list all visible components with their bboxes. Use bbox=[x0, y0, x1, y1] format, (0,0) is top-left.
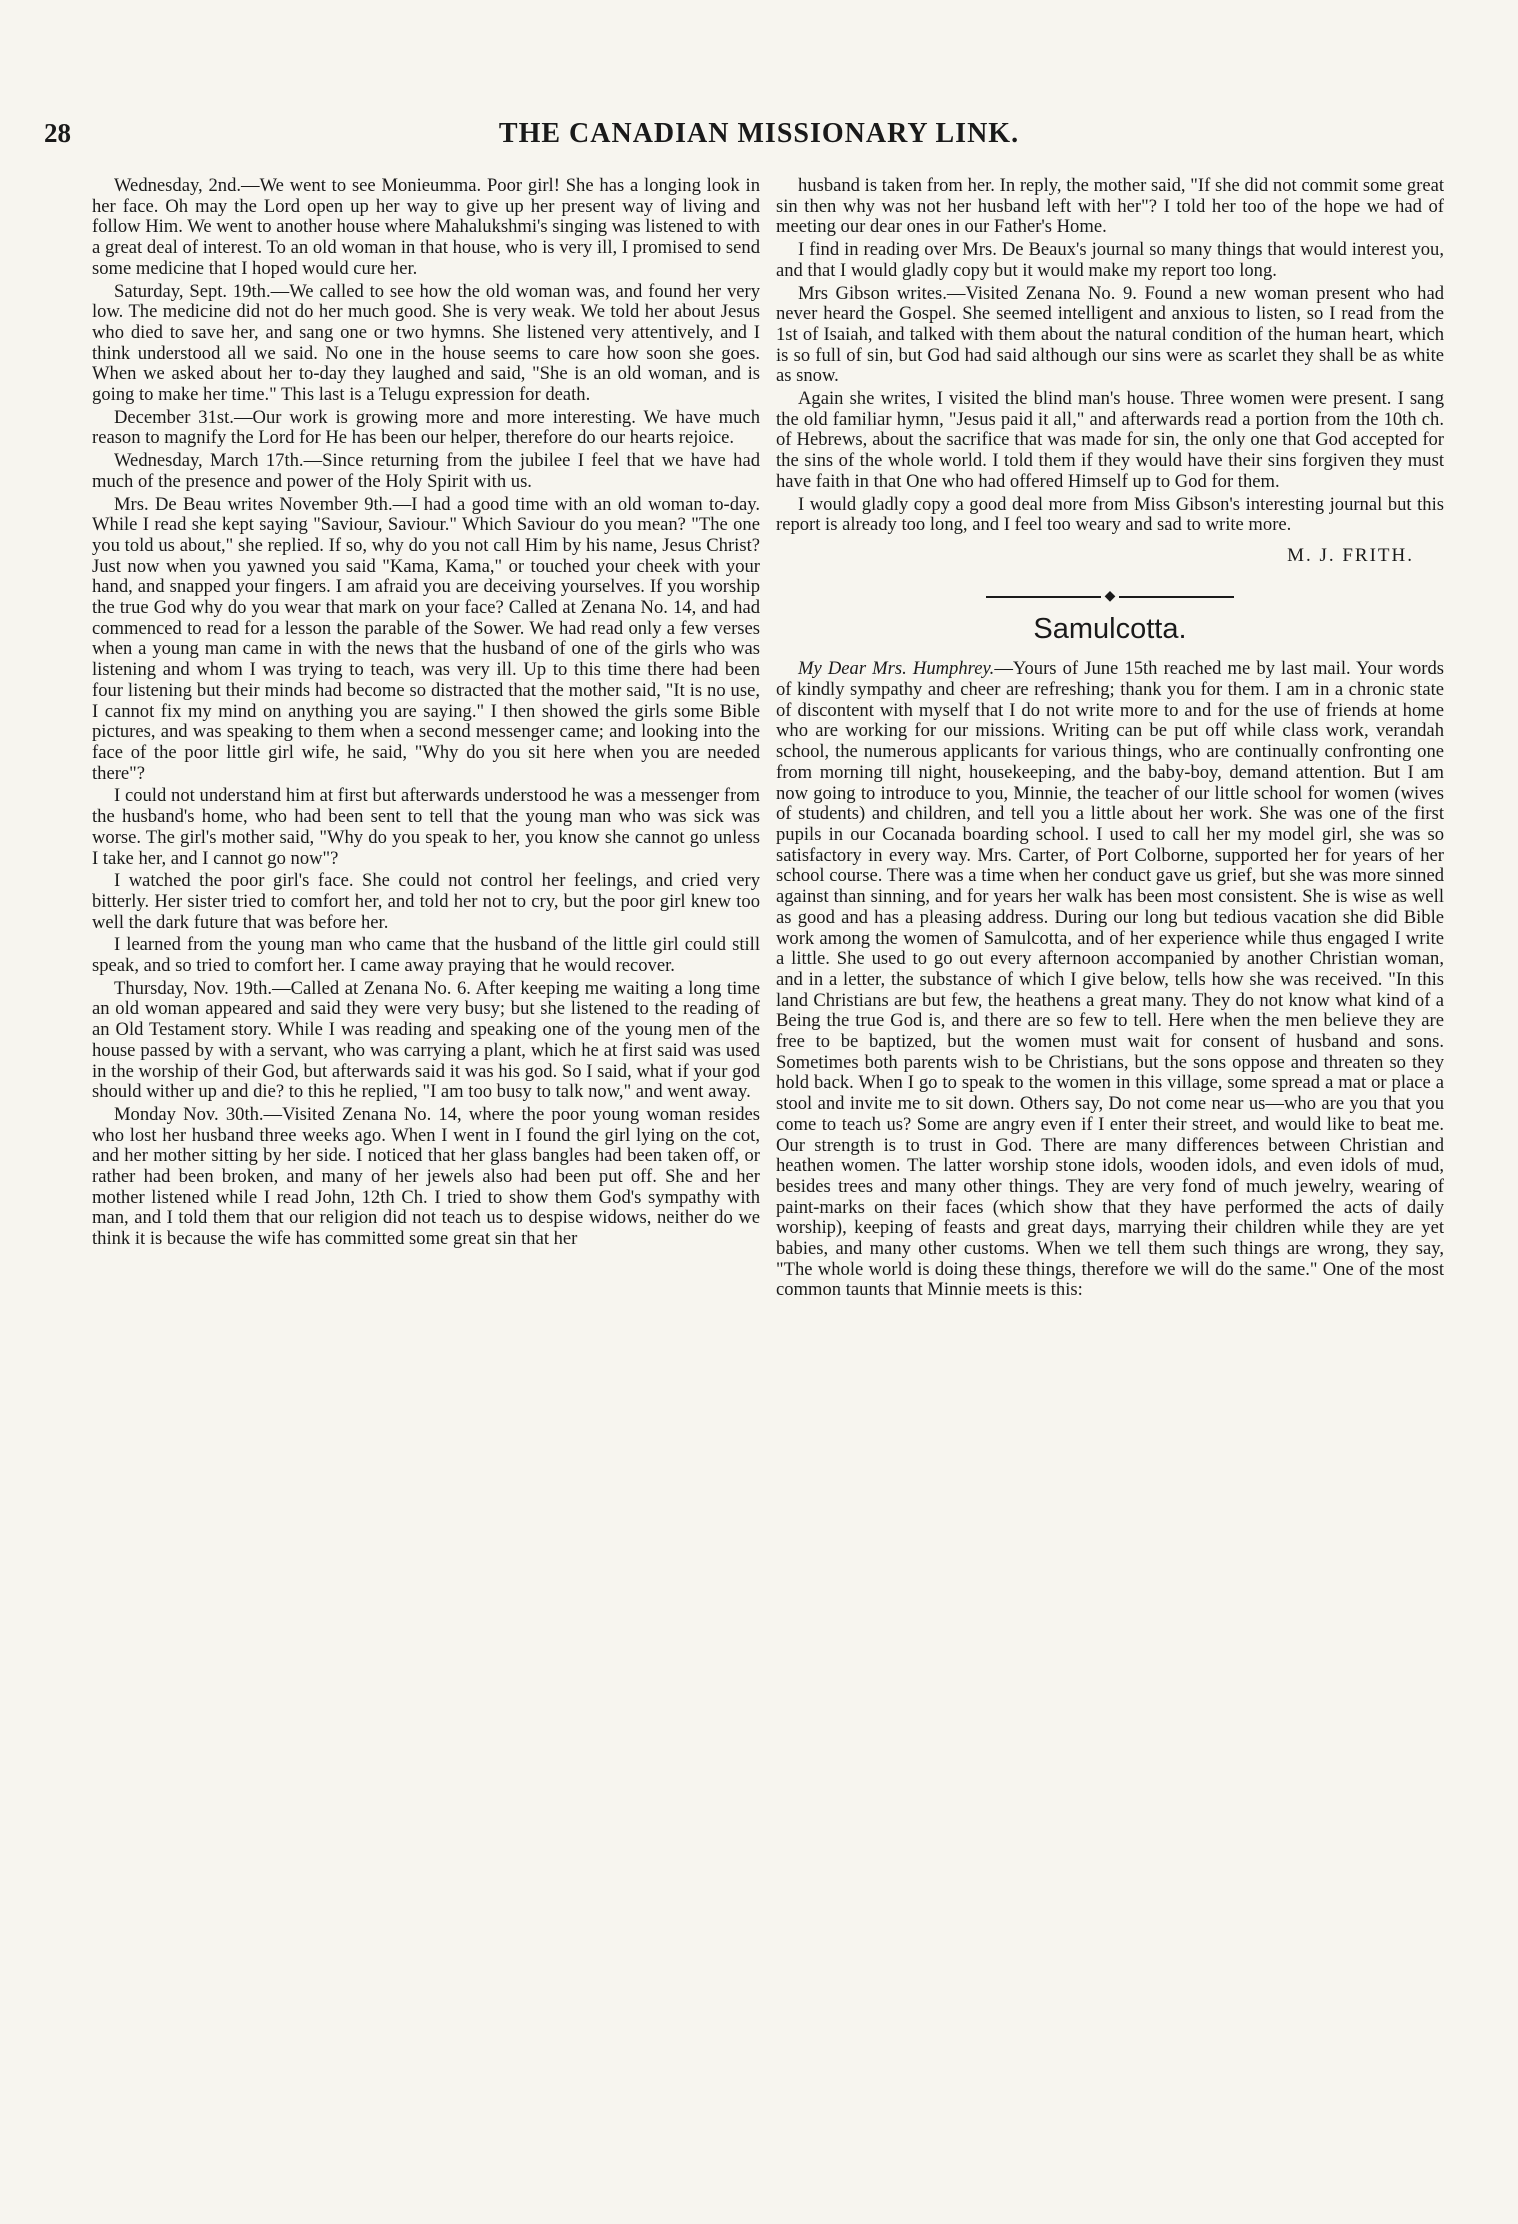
divider-rule bbox=[986, 596, 1101, 598]
paragraph: Mrs Gibson writes.—Visited Zenana No. 9. Found a new woman present who had never heard the Gospel. She seemed intelligent and anxious to listen, so I read from the 1st of Isaiah, and talked with them about the natural condition of the human heart, which is so full of sin, but God had said although our sins were as scarlet they shall be as white as snow. bbox=[776, 282, 1444, 387]
paragraph: husband is taken from her. In reply, the mother said, "If she did not commit some great sin then why was not her husband left with her"? I told her too of the hope we had of meeting our dear ones in our Father's Home. bbox=[776, 175, 1444, 238]
paragraph: Thursday, Nov. 19th.—Called at Zenana No. 6. After keeping me waiting a long time an old woman appeared and said they were very busy; but she listened to the reading of an Old Testament story. While I was reading and speaking one of the young men of the house passed by with a servant, who was carrying a plant, which he at first said was used in the worship of their God, but afterwards said it was his god. So I said, what if your god should wither up and die? to this he replied, "I am too busy to talk now," and went away. bbox=[92, 977, 760, 1103]
paragraph: Saturday, Sept. 19th.—We called to see how the old woman was, and found her very low. The medicine did not do her much good. She is very weak. We told her about Jesus who died to save her, and sang one or two hymns. She listened very attentively, and I think understood all we said. No one in the house seems to care how soon she goes. When we asked about her to-day they laughed and said, "She is an old woman, and is going to make her time." This last is a Telugu expression for death. bbox=[92, 280, 760, 406]
right-column bbox=[776, 176, 1444, 1303]
paragraph: Wednesday, March 17th.—Since returning from the jubilee I feel that we have had much of the presence and power of the Holy Spirit with us. bbox=[92, 450, 760, 492]
divider-rule bbox=[1119, 596, 1234, 598]
paragraph: I would gladly copy a good deal more from Miss Gibson's interesting journal but this report is already too long, and I feel too weary and sad to write more. bbox=[776, 493, 1444, 536]
letter-paragraph bbox=[776, 659, 1444, 1301]
left-column bbox=[92, 176, 760, 1252]
paragraph: December 31st.—Our work is growing more and more interesting. We have much reason to magnify the Lord for He has been our helper, therefore do our hearts rejoice. bbox=[92, 406, 760, 449]
paragraph: Again she writes, I visited the blind man's house. Three women were present. I sang the old familiar hymn, "Jesus paid it all," and afterwards read a portion from the 10th ch. of Hebrews, about the sacrifice that was made for sin, the only one that God accepted for the sins of the whole world. I told them if they would have their sins forgiven they must have faith in that One who had offered Himself up to God for them. bbox=[776, 388, 1444, 492]
paragraph: Monday Nov. 30th.—Visited Zenana No. 14, where the poor young woman resides who lost her husband three weeks ago. When I went in I found the girl lying on the cot, and her mother sitting by her side. I noticed that her glass bangles had been taken off, or rather had been broken, and many of her jewels also had been put off. She and her mother listened while I read John, 12th Ch. I tried to show them God's sympathy with man, and I told them that our religion did not teach us to despise widows, neither do we think it is because the wife has committed some great sin that her bbox=[92, 1103, 760, 1250]
section-heading: Samulcotta. bbox=[1033, 612, 1187, 645]
page-number: 28 bbox=[44, 118, 71, 148]
paragraph: I could not understand him at first but afterwards understood he was a messenger from the husband's home, who had been sent to tell that the young man who was sick was worse. The girl's mother said, "Why do you speak to her, you know she cannot go unless I take her, and I cannot go now"? bbox=[92, 785, 760, 869]
divider-ornament-icon: ◆ bbox=[1104, 588, 1116, 604]
paragraph: Wednesday, 2nd.—We went to see Monieumma. Poor girl! She has a longing look in her face. Oh may the Lord open up her way to give up her present way of living and follow Him. We went to another house where Mahalukshmi's singing was listened to with a great deal of interest. To an old woman in that house, who is very ill, I promised to send some medicine that I hoped would cure her. bbox=[92, 175, 760, 279]
paragraph: I watched the poor girl's face. She could not control her feelings, and cried very bitterly. Her sister tried to comfort her, and told her not to cry, but the poor girl knew too well the dark future that was before her. bbox=[92, 870, 760, 933]
paragraph: Mrs. De Beau writes November 9th.—I had a good time with an old woman to-day. While I read she kept saying "Saviour, Saviour." Which Saviour do you mean? "The one you told us about," she replied. If so, why do you not call Him by his name, Jesus Christ? Just now when you yawned you said "Kama, Kama," or touched your cheek with your hand, and snapped your fingers. I am afraid you are deceiving yourselves. If you worship the true God why do you wear that mark on your face? Called at Zenana No. 14, and had commenced to read for a lesson the parable of the Sower. We had read only a few verses when a young man came in with the news that the husband of one of the girls who was listening and whom I was trying to teach, was very ill. Up to this time there had been four listening but their minds had become so distracted that the mother said, "It is no use, I cannot fix my mind on anything you are saying." I then showed the girls some Bible pictures, and was speaking to them when a second messenger came; and looking into the face of the poor little girl wife, he said, "Why do you sit here when you are needed there"? bbox=[92, 493, 760, 784]
section-divider bbox=[776, 588, 1444, 604]
letter-salutation: My Dear Mrs. Humphrey. bbox=[798, 658, 995, 680]
running-title: THE CANADIAN MISSIONARY LINK. bbox=[498, 118, 1020, 149]
paragraph: I find in reading over Mrs. De Beaux's journal so many things that would interest you, and that I would gladly copy but it would make my report too long. bbox=[776, 239, 1444, 281]
page-header bbox=[0, 118, 1518, 158]
letter-body: —Yours of June 15th reached me by last mail. Your words of kindly sympathy and cheer are refreshing; thank you for them. I am in a chronic state of discontent with myself that I do not write more to and for the use of friends at home who are working for our missions. Writing can be put off while class work, verandah school, the numerous applicants for various things, who are continually confronting one from morning till night, housekeeping, and the baby-boy, demand attention. But I am now going to introduce to you, Minnie, the teacher of our little school for women (wives of students) and children, and tell you a little about her work. She was one of the first pupils in our Cocanada boarding school. I used to call her my model girl, she was so satisfactory in every way. Mrs. Carter, of Port Colborne, supported her for years of her school course. There was a time when her conduct gave us grief, but she was more sinned against than sinning, and for years her walk has been most consistent. She is wise as well as good and has a pleasing address. During our long but tedious vacation she did Bible work among the women of Samulcotta, and of her experience while thus engaged I write a little. She used to go out every afternoon accompanied by another Christian woman, and in a letter, the substance of which I give below, tells how she was received. "In this land Christians are but few, the heathens a great many. They do not know what kind of a Being the true God is, and there are so few to tell. Here when the men believe they are free to be baptized, but the women must wait for consent of husband and sons. Sometimes both parents wish to be Christians, but the sons oppose and threaten so they hold back. When I go to speak to the women in this village, some spread a mat or place a stool and invite me to sit down. Others say, Do not come near us—who are you that you come to teach us? Some are angry even if I enter their street, and would like to beat me. Our strength is to trust in God. There are many differences between Christian and heathen women. The latter worship stone idols, wooden idols, and even idols of mud, besides trees and many other things. They are very fond of much jewelry, wearing of paint-marks on their faces (which show that they have performed the acts of daily worship), keeping of feasts and great days, marrying their children while they are yet babies, and many other customs. When we tell them such things are wrong, they say, "The whole world is doing these things, therefore we will do the same." One of the most common taunts that Minnie meets is this: bbox=[776, 658, 1444, 1301]
paragraph: I learned from the young man who came that the husband of the little girl could still speak, and so tried to comfort her. I came away praying that he would recover. bbox=[92, 934, 760, 977]
author-signature: M. J. FRITH. bbox=[1287, 544, 1414, 566]
